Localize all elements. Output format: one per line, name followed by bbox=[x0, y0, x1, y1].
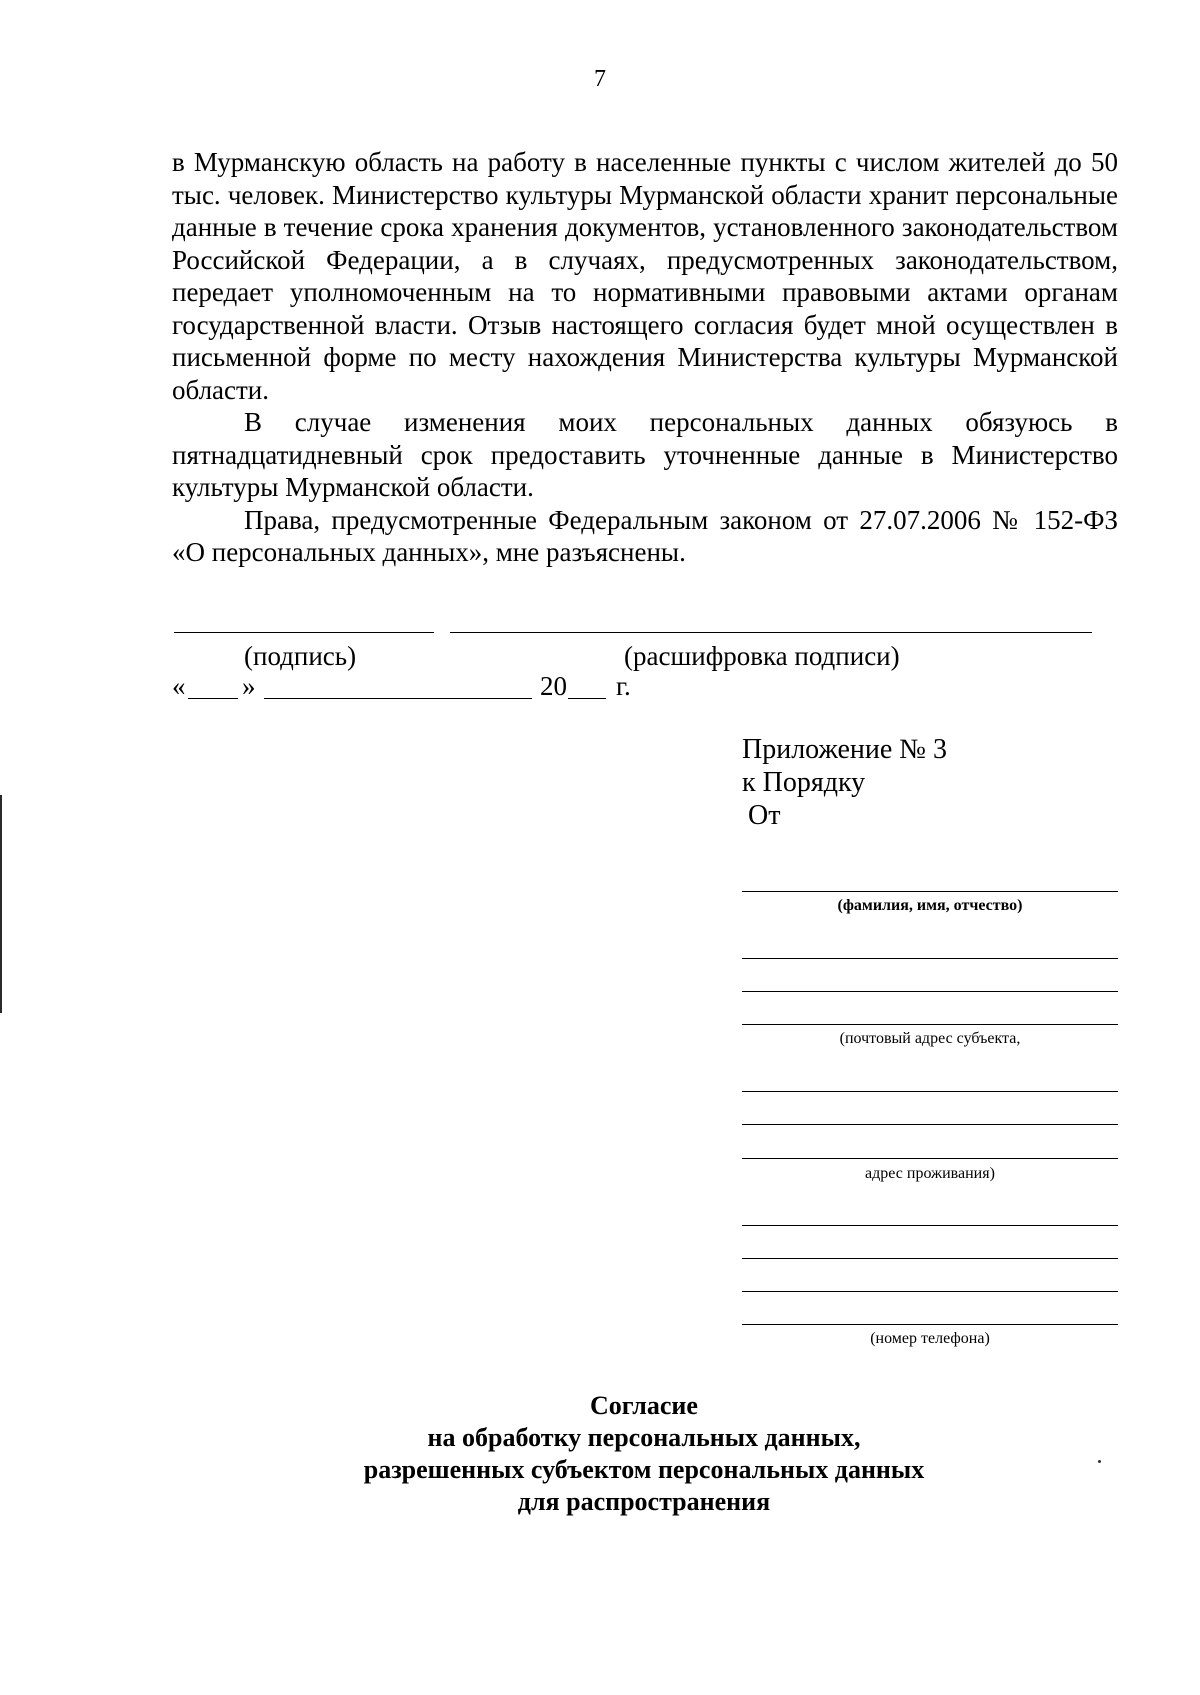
appendix-reference: к Порядку bbox=[742, 767, 866, 798]
date-open-quote: « bbox=[172, 671, 186, 701]
signature-decode-line[interactable] bbox=[450, 632, 1092, 633]
residence-address-field-2[interactable] bbox=[742, 1124, 1118, 1125]
residence-address-caption: адрес проживания) bbox=[865, 1165, 995, 1182]
paragraph-storage: в Мурманскую область на работу в населенные пункты с числом жителей до 50 тыс. человек. Министерство культуры Мурманской области хранит персональные данные в течение срока хранения документов, установленного законодательством Российской Федерации, а в случаях, предусмотренных законодательством, передает уполномоченным на то нормативными правовыми актами органам государственной власти. Отзыв настоящего согласия будет мной осуществлен в письменной форме по месту нахождения Министерства культуры Мурманской области. bbox=[172, 147, 1118, 405]
year-blank[interactable] bbox=[568, 698, 606, 699]
date-row bbox=[172, 671, 692, 705]
paragraph-update-obligation: В случае изменения моих персональных данных обязуюсь в пятнадцатидневный срок предоставить уточненные данные в Министерство культуры Мурманской области. bbox=[172, 407, 1118, 502]
paragraph-rights: Права, предусмотренные Федеральным законом от 27.07.2006 № 152-ФЗ «О персональных данных», мне разъяснены. bbox=[172, 504, 1118, 567]
consent-title bbox=[0, 1390, 1200, 1518]
title-line-3: разрешенных субъектом персональных данных bbox=[363, 1455, 925, 1484]
postal-address-field-1[interactable] bbox=[742, 958, 1118, 959]
residence-address-field-1[interactable] bbox=[742, 1091, 1118, 1092]
appendix-from-label: От bbox=[748, 800, 781, 831]
signature-line[interactable] bbox=[174, 632, 434, 633]
residence-address-field-3[interactable] bbox=[742, 1158, 1118, 1159]
phone-caption: (номер телефона) bbox=[870, 1330, 990, 1347]
signature-caption: (подпись) bbox=[244, 641, 357, 671]
year-suffix: г. bbox=[616, 671, 631, 701]
phone-field-3[interactable] bbox=[742, 1291, 1118, 1292]
phone-field-4[interactable] bbox=[742, 1324, 1118, 1325]
appendix-number: Приложение № 3 bbox=[742, 734, 947, 765]
title-line-4: для распространения bbox=[517, 1487, 771, 1516]
page-number: 7 bbox=[594, 66, 606, 92]
scan-edge bbox=[0, 795, 2, 1013]
phone-field-2[interactable] bbox=[742, 1258, 1118, 1259]
title-line-2: на обработку персональных данных, bbox=[427, 1423, 861, 1452]
postal-address-field-3[interactable] bbox=[742, 1024, 1118, 1025]
scan-speck bbox=[1098, 1460, 1101, 1463]
full-name-field[interactable] bbox=[742, 891, 1118, 892]
full-name-caption: (фамилия, имя, отчество) bbox=[837, 897, 1023, 914]
appendix-header bbox=[742, 733, 947, 832]
signature-decode-caption: (расшифровка подписи) bbox=[624, 641, 900, 671]
postal-address-caption: (почтовый адрес субъекта, bbox=[839, 1030, 1021, 1047]
title-line-1: Согласие bbox=[590, 1391, 698, 1420]
consent-body-text bbox=[172, 146, 1118, 569]
month-blank[interactable] bbox=[264, 698, 532, 699]
postal-address-field-2[interactable] bbox=[742, 991, 1118, 992]
day-blank[interactable] bbox=[188, 698, 238, 699]
phone-field-1[interactable] bbox=[742, 1225, 1118, 1226]
year-prefix: 20 bbox=[540, 671, 567, 701]
date-close-quote: » bbox=[242, 671, 256, 701]
